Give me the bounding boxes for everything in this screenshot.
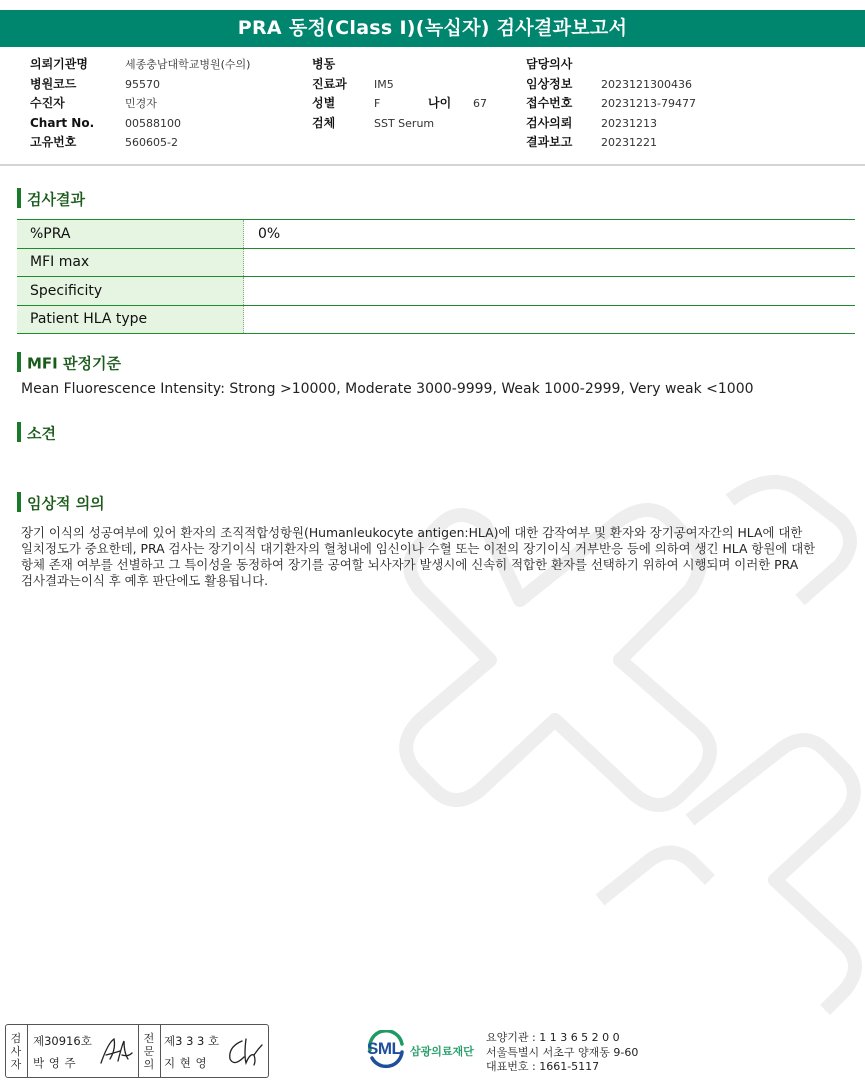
unique-id-value: 560605-2	[125, 136, 178, 149]
clinical-significance-text	[21, 525, 841, 589]
info-row-sex-age	[312, 94, 487, 114]
receipt-no-label: 접수번호	[526, 96, 573, 110]
tester-license: 제30916호	[33, 1034, 92, 1048]
ward-label: 병동	[312, 57, 336, 71]
org-info-line: 대표번호 : 1661-5117	[486, 1060, 600, 1073]
result-value-mfi-max	[244, 248, 856, 277]
table-row	[17, 305, 855, 334]
info-row-report-date	[526, 133, 696, 153]
info-row-patient-name	[30, 94, 250, 114]
report-date-value: 20231221	[601, 136, 657, 149]
reviewer-tag-char: 전	[143, 1031, 155, 1045]
info-row-institution	[30, 55, 250, 75]
section-result-heading	[17, 188, 85, 210]
section-accent-bar	[17, 492, 21, 512]
signature-box	[5, 1024, 269, 1078]
receipt-no-value: 20231213-79477	[601, 97, 696, 110]
tester-name: 박 영 주	[33, 1056, 77, 1070]
doctor-label: 담당의사	[526, 57, 573, 71]
hospital-code-label: 병원코드	[30, 76, 77, 91]
specimen-value: SST Serum	[374, 116, 435, 130]
institution-label: 의뢰기관명	[30, 57, 88, 71]
info-row-clinical-info	[526, 75, 696, 95]
patient-name-label: 수진자	[30, 96, 65, 110]
table-row	[17, 248, 855, 277]
clinical-line: 검사결과는이식 후 예후 판단에도 활용됩니다.	[21, 573, 269, 588]
report-title: PRA 동정(Class I)(녹십자) 검사결과보고서	[0, 10, 865, 47]
section-opinion-heading	[17, 422, 56, 444]
unique-id-label: 고유번호	[30, 135, 77, 149]
info-row-doctor	[526, 55, 696, 75]
department-label: 진료과	[312, 76, 347, 91]
org-info-line: 요양기관 : 1 1 3 6 5 2 0 0	[486, 1031, 620, 1044]
section-accent-bar	[17, 352, 21, 372]
signature-divider	[27, 1025, 28, 1077]
reviewer-tag-char: 문	[143, 1044, 155, 1058]
info-row-department	[312, 75, 487, 95]
mfi-criteria-text: Mean Fluorescence Intensity: Strong >10000, Moderate 3000-9999, Weak 1000-2999, Very weak <1000	[21, 381, 754, 397]
info-row-chart-no	[30, 114, 250, 134]
section-result-title: 검사결과	[27, 190, 85, 209]
section-opinion-title: 소견	[27, 424, 56, 443]
info-row-unique-id	[30, 133, 250, 153]
table-row	[17, 220, 855, 249]
result-label-pra: %PRA	[17, 220, 244, 249]
result-value-specificity	[244, 277, 856, 306]
clinical-line: 장기 이식의 성공여부에 있어 환자의 조직적합성항원(Humanleukocyte antigen:HLA)에 대한 감작여부 및 환자와 장기공여자간의 HLA에 대한	[21, 525, 803, 540]
section-accent-bar	[17, 422, 21, 442]
reviewer-name: 지 현 영	[164, 1056, 208, 1070]
clinical-line: 일치정도가 중요한데, PRA 검사는 장기이식 대기환자의 혈청내에 임신이나 수혈 또는 이전의 장기이식 거부반응 등에 의하여 생긴 HLA 항원에 대한	[21, 541, 816, 556]
info-row-receipt-no	[526, 94, 696, 114]
tester-signature-icon	[98, 1035, 134, 1069]
sex-label: 성별	[312, 96, 336, 110]
tester-tag	[6, 1025, 26, 1077]
sml-logo	[366, 1030, 486, 1070]
signature-divider	[160, 1025, 161, 1077]
table-row	[17, 277, 855, 306]
patient-info-block	[0, 55, 865, 167]
info-column-3	[526, 55, 696, 153]
specimen-label: 검체	[312, 115, 336, 130]
tester-tag-char: 자	[10, 1057, 22, 1071]
clinical-info-value: 2023121300436	[601, 77, 692, 91]
info-column-1	[30, 55, 250, 153]
tester-tag-char: 사	[10, 1044, 22, 1058]
hospital-code-value: 95570	[125, 77, 160, 91]
result-value-hla-type	[244, 305, 856, 334]
tester-tag-char: 검	[10, 1031, 22, 1045]
age-label: 나이	[428, 96, 452, 110]
info-row-hospital-code	[30, 75, 250, 95]
chart-no-value: 00588100	[125, 116, 181, 130]
info-column-2	[312, 55, 487, 133]
report-date-label: 결과보고	[526, 135, 573, 149]
reviewer-tag	[139, 1025, 159, 1077]
chart-no-label: Chart No.	[30, 115, 95, 130]
organization-info	[486, 1031, 638, 1075]
section-accent-bar	[17, 188, 21, 208]
sml-logo-text: SML	[367, 1039, 402, 1058]
info-row-request-date	[526, 114, 696, 134]
department-value: IM5	[374, 77, 394, 91]
section-criteria-heading	[17, 352, 121, 374]
section-clinical-title: 임상적 의의	[27, 494, 105, 513]
result-label-hla-type: Patient HLA type	[17, 305, 244, 334]
clinical-info-label: 임상정보	[526, 76, 573, 91]
sex-value: F	[374, 97, 381, 110]
info-row-specimen	[312, 114, 487, 134]
result-label-mfi-max: MFI max	[17, 248, 244, 277]
reviewer-signature-icon	[224, 1035, 264, 1069]
clinical-line: 항체 존재 여부를 선별하고 그 특이성을 동정하여 장기를 공여할 뇌사자가 발생시에 신속히 적합한 환자를 선택하기 위하여 시행되며 이러한 PRA	[21, 557, 799, 572]
reviewer-license: 제3 3 3 호	[164, 1034, 220, 1048]
section-clinical-heading	[17, 492, 105, 514]
patient-name-value: 민경자	[125, 97, 157, 110]
institution-value: 세종충남대학교병원(수의)	[125, 58, 251, 71]
result-value-pra: 0%	[244, 220, 856, 249]
sml-org-name: 삼광의료재단	[410, 1045, 474, 1058]
info-row-ward	[312, 55, 487, 75]
section-criteria-title: MFI 판정기준	[27, 354, 121, 373]
age-value: 67	[473, 97, 487, 110]
org-info-line: 서울특별시 서초구 양재동 9-60	[486, 1045, 639, 1059]
request-date-label: 검사의뢰	[526, 115, 573, 130]
reviewer-tag-char: 의	[143, 1057, 155, 1071]
result-table	[17, 219, 855, 334]
header-divider	[0, 164, 865, 166]
result-label-specificity: Specificity	[17, 277, 244, 306]
request-date-value: 20231213	[601, 116, 657, 130]
